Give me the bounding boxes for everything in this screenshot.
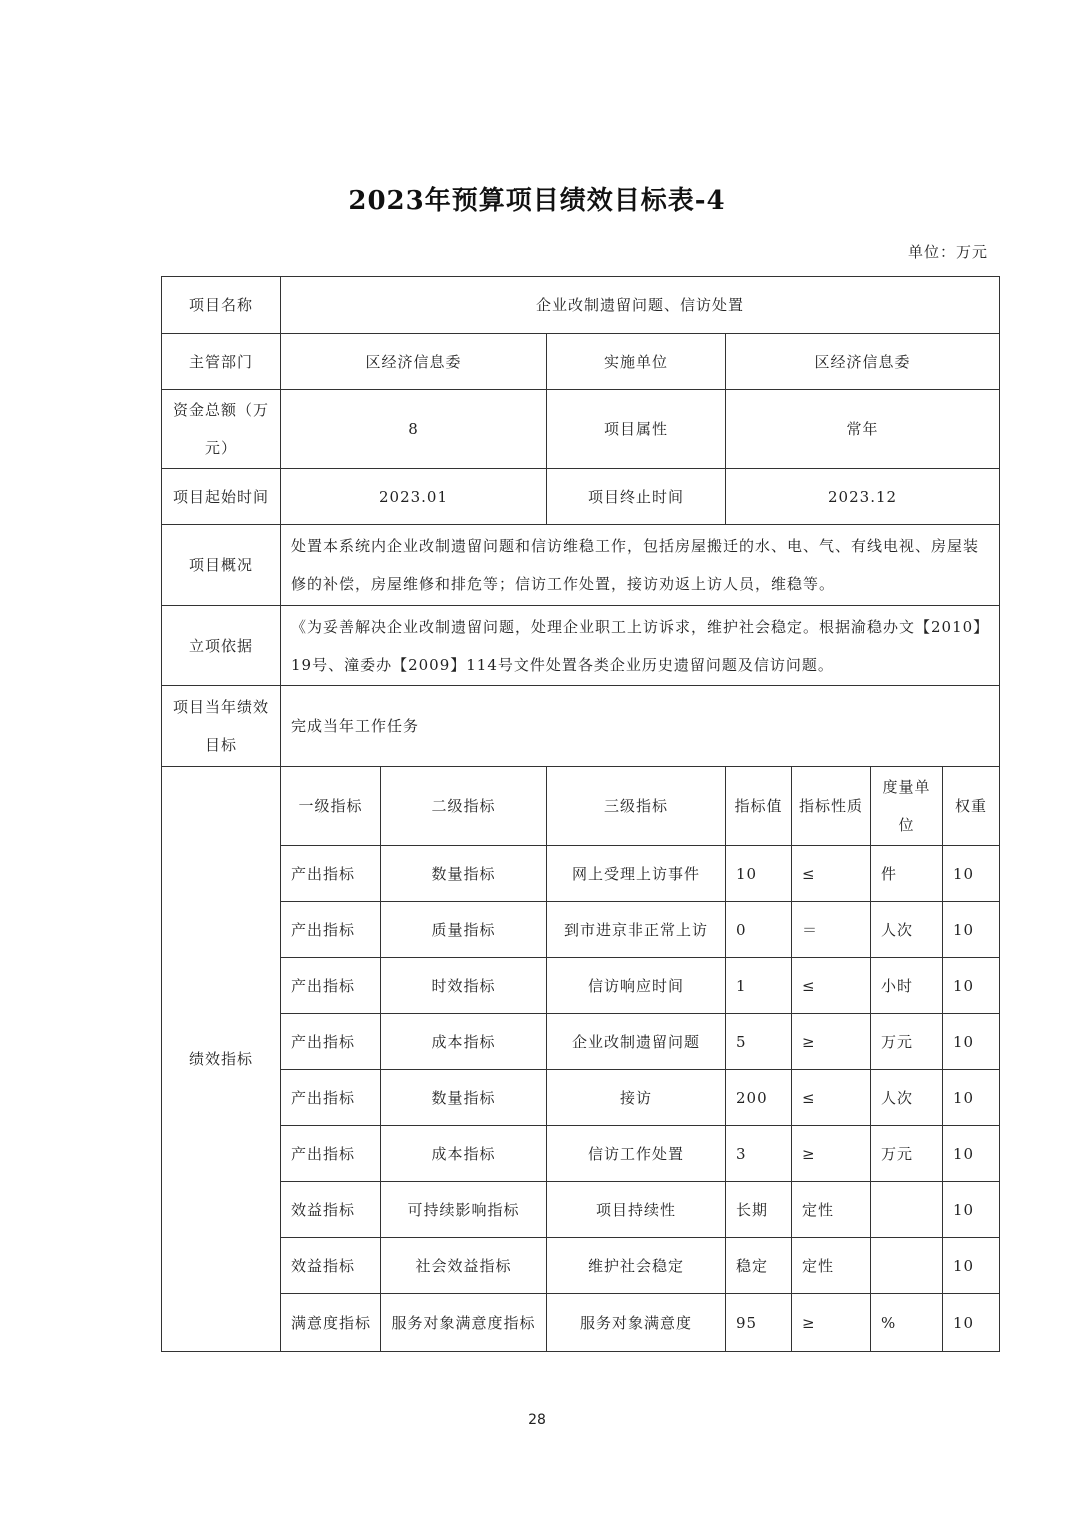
level3-cell: 服务对象满意度 — [547, 1294, 726, 1352]
value-cell: 3 — [726, 1126, 792, 1182]
start-label: 项目起始时间 — [162, 469, 281, 525]
nature-cell: ≤ — [792, 958, 871, 1014]
header-unit: 度量单位 — [871, 767, 943, 846]
weight-cell: 10 — [943, 958, 1000, 1014]
level2-cell: 数量指标 — [381, 1070, 547, 1126]
level1-cell: 满意度指标 — [281, 1294, 381, 1352]
weight-cell: 10 — [943, 846, 1000, 902]
page-number: 28 — [528, 1412, 546, 1428]
indicator-row — [162, 846, 1000, 902]
header-level3: 三级指标 — [547, 767, 726, 846]
value-cell: 5 — [726, 1014, 792, 1070]
nature-cell: 定性 — [792, 1238, 871, 1294]
impl-label: 实施单位 — [547, 334, 726, 390]
level2-cell: 数量指标 — [381, 846, 547, 902]
value-cell: 1 — [726, 958, 792, 1014]
end-value: 2023.12 — [726, 469, 1000, 525]
overview-label: 项目概况 — [162, 525, 281, 606]
unit-cell: % — [871, 1294, 943, 1352]
nature-cell: ≤ — [792, 1070, 871, 1126]
weight-cell: 10 — [943, 1126, 1000, 1182]
document-title: 2023年预算项目绩效目标表-4 — [348, 186, 726, 216]
indicator-row — [162, 958, 1000, 1014]
unit-cell: 小时 — [871, 958, 943, 1014]
nature-cell: ≥ — [792, 1294, 871, 1352]
level2-cell: 成本指标 — [381, 1126, 547, 1182]
level3-cell: 网上受理上访事件 — [547, 846, 726, 902]
value-cell: 稳定 — [726, 1238, 792, 1294]
indicator-row — [162, 1238, 1000, 1294]
level1-cell: 效益指标 — [281, 1182, 381, 1238]
level3-cell: 到市进京非正常上访 — [547, 902, 726, 958]
level3-cell: 维护社会稳定 — [547, 1238, 726, 1294]
start-value: 2023.01 — [281, 469, 547, 525]
level1-cell: 产出指标 — [281, 902, 381, 958]
header-level1: 一级指标 — [281, 767, 381, 846]
indicators-section-label: 绩效指标 — [162, 767, 281, 1352]
dept-value: 区经济信息委 — [281, 334, 547, 390]
indicator-row — [162, 1014, 1000, 1070]
fund-label: 资金总额（万元） — [162, 390, 281, 469]
header-level2: 二级指标 — [381, 767, 547, 846]
level1-cell: 产出指标 — [281, 1014, 381, 1070]
value-cell: 10 — [726, 846, 792, 902]
level1-cell: 产出指标 — [281, 846, 381, 902]
level3-cell: 接访 — [547, 1070, 726, 1126]
unit-cell: 件 — [871, 846, 943, 902]
attr-label: 项目属性 — [547, 390, 726, 469]
dept-label: 主管部门 — [162, 334, 281, 390]
nature-cell: ≥ — [792, 1126, 871, 1182]
fund-value: 8 — [281, 390, 547, 469]
overview-value: 处置本系统内企业改制遗留问题和信访维稳工作，包括房屋搬迁的水、电、气、有线电视、房屋装修的补偿，房屋维修和排危等；信访工作处置，接访劝返上访人员，维稳等。 — [281, 525, 1000, 606]
weight-cell: 10 — [943, 902, 1000, 958]
level1-cell: 效益指标 — [281, 1238, 381, 1294]
basis-label: 立项依据 — [162, 606, 281, 686]
header-nature: 指标性质 — [792, 767, 871, 846]
indicator-row — [162, 1182, 1000, 1238]
level1-cell: 产出指标 — [281, 1070, 381, 1126]
performance-target-table — [161, 276, 1000, 1352]
impl-value: 区经济信息委 — [726, 334, 1000, 390]
weight-cell: 10 — [943, 1294, 1000, 1352]
value-cell: 200 — [726, 1070, 792, 1126]
unit-cell: 人次 — [871, 1070, 943, 1126]
value-cell: 0 — [726, 902, 792, 958]
indicator-row — [162, 902, 1000, 958]
header-weight: 权重 — [943, 767, 1000, 846]
goal-label: 项目当年绩效目标 — [162, 686, 281, 767]
level3-cell: 项目持续性 — [547, 1182, 726, 1238]
unit-cell — [871, 1182, 943, 1238]
indicator-row — [162, 1070, 1000, 1126]
unit-cell — [871, 1238, 943, 1294]
level2-cell: 质量指标 — [381, 902, 547, 958]
weight-cell: 10 — [943, 1070, 1000, 1126]
level2-cell: 可持续影响指标 — [381, 1182, 547, 1238]
level2-cell: 成本指标 — [381, 1014, 547, 1070]
weight-cell: 10 — [943, 1182, 1000, 1238]
weight-cell: 10 — [943, 1238, 1000, 1294]
nature-cell: 定性 — [792, 1182, 871, 1238]
unit-cell: 人次 — [871, 902, 943, 958]
level3-cell: 企业改制遗留问题 — [547, 1014, 726, 1070]
unit-cell: 万元 — [871, 1126, 943, 1182]
indicator-row — [162, 1294, 1000, 1352]
project-name-label: 项目名称 — [162, 277, 281, 334]
basis-value: 《为妥善解决企业改制遗留问题，处理企业职工上访诉求，维护社会稳定。根据渝稳办文【2010】19号、潼委办【2009】114号文件处置各类企业历史遗留问题及信访问题。 — [281, 606, 1000, 686]
level3-cell: 信访工作处置 — [547, 1126, 726, 1182]
nature-cell: ≥ — [792, 1014, 871, 1070]
header-value: 指标值 — [726, 767, 792, 846]
level2-cell: 社会效益指标 — [381, 1238, 547, 1294]
goal-value: 完成当年工作任务 — [281, 686, 1000, 767]
indicator-row — [162, 1126, 1000, 1182]
level2-cell: 服务对象满意度指标 — [381, 1294, 547, 1352]
project-name-value: 企业改制遗留问题、信访处置 — [281, 277, 1000, 334]
level2-cell: 时效指标 — [381, 958, 547, 1014]
unit-cell: 万元 — [871, 1014, 943, 1070]
unit-label: 单位：万元 — [907, 243, 988, 261]
weight-cell: 10 — [943, 1014, 1000, 1070]
level1-cell: 产出指标 — [281, 958, 381, 1014]
end-label: 项目终止时间 — [547, 469, 726, 525]
level1-cell: 产出指标 — [281, 1126, 381, 1182]
nature-cell: ≤ — [792, 846, 871, 902]
level3-cell: 信访响应时间 — [547, 958, 726, 1014]
value-cell: 95 — [726, 1294, 792, 1352]
value-cell: 长期 — [726, 1182, 792, 1238]
nature-cell: ＝ — [792, 902, 871, 958]
attr-value: 常年 — [726, 390, 1000, 469]
